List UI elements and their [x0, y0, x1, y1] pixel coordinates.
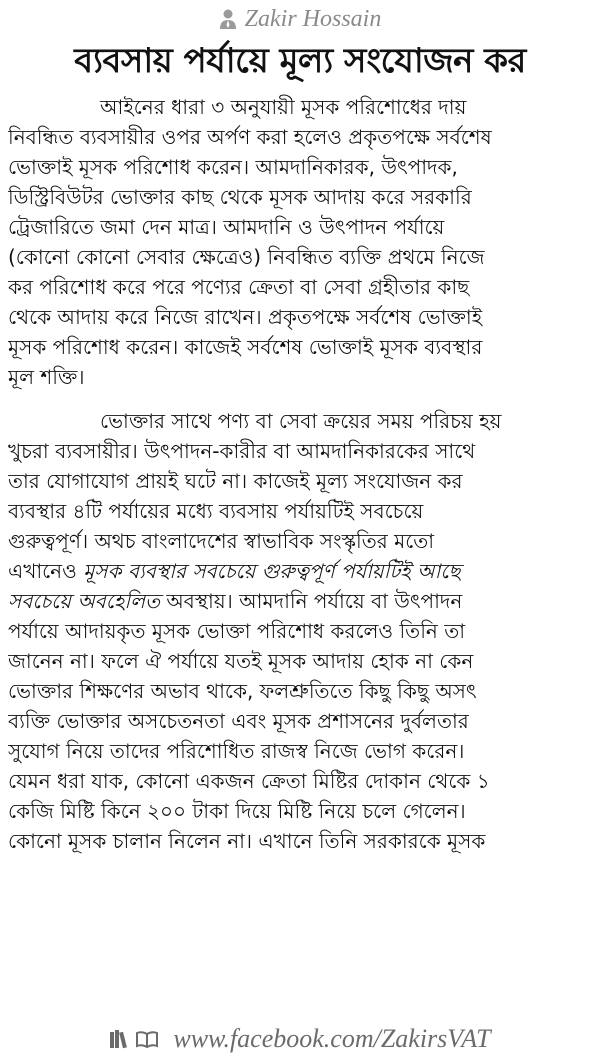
- text-line: মূল শক্তি।: [8, 365, 85, 389]
- footer-icons: [109, 1029, 163, 1049]
- text-line: কেজি মিষ্টি কিনে ২০০ টাকা দিয়ে মিষ্টি নিয়ে চলে গেলেন।: [8, 799, 466, 823]
- paragraph-2: [8, 406, 592, 856]
- text-run: অবস্থায়। আমদানি পর্যায়ে বা উৎপাদন: [159, 589, 463, 613]
- text-line: মূসক পরিশোধ করেন। কাজেই সর্বশেষ ভোক্তাই মূসক ব্যবস্থার: [8, 335, 483, 359]
- text-line: জানেন না। ফলে ঐ পর্যায়ে যতই মূসক আদায় হোক না কেন: [8, 649, 474, 673]
- text-line: ভোক্তার শিক্ষণের অভাব থাকে, ফলশ্রুতিতে কিছু কিছু অসৎ: [8, 679, 477, 703]
- author-name: Zakir Hossain: [244, 5, 382, 32]
- text-line: নিবন্ধিত ব্যবসায়ীর ওপর অর্পণ করা হলেও প্রকৃতপক্ষে সর্বশেষ: [8, 125, 492, 149]
- emphasis-text: সবচেয়ে অবহেলিত: [8, 589, 160, 613]
- text-line: ভোক্তাই মূসক পরিশোধ করেন। আমদানিকারক, উৎপাদক,: [8, 155, 458, 179]
- text-line: পর্যায়ে আদায়কৃত মূসক ভোক্তা পরিশোধ করলেও তিনি তা: [8, 619, 466, 643]
- text-line: কর পরিশোধ করে পরে পণ্যের ক্রেতা বা সেবা গ্রহীতার কাছ: [8, 275, 470, 299]
- article-body: [8, 92, 592, 856]
- footer: [0, 1022, 600, 1056]
- text-run: এখানেও: [8, 559, 84, 583]
- text-line: ভোক্তার সাথে পণ্য বা সেবা ক্রয়ের সময় পরিচয় হয়: [100, 409, 502, 433]
- paragraph-1: [8, 92, 592, 392]
- emphasis-text: মূসক ব্যবস্থার সবচেয়ে গুরুত্বপূর্ণ পর্যায়টিই আছে: [83, 559, 461, 583]
- text-line: যেমন ধরা যাক, কোনো একজন ক্রেতা মিষ্টির দোকান থেকে ১: [8, 769, 490, 793]
- text-line: খুচরা ব্যবসায়ীর। উৎপাদন-কারীর বা আমদানিকারকের সাথে: [8, 439, 476, 463]
- text-line: (কোনো কোনো সেবার ক্ষেত্রেও) নিবন্ধিত ব্যক্তি প্রথমে নিজে: [8, 245, 485, 269]
- text-line: ব্যবস্থার ৪টি পর্যায়ের মধ্যে ব্যবসায় পর্যায়টিই সবচেয়ে: [8, 499, 424, 523]
- person-icon: [219, 8, 237, 30]
- text-line: আইনের ধারা ৩ অনুযায়ী মূসক পরিশোধের দায়: [100, 95, 467, 119]
- text-line: ব্যক্তি ভোক্তার অসচেতনতা এবং মূসক প্রশাসনের দুর্বলতার: [8, 709, 469, 733]
- text-line: ট্রেজারিতে জমা দেন মাত্র। আমদানি ও উৎপাদন পর্যায়ে: [8, 215, 445, 239]
- page-title: ব্যবসায় পর্যায়ে মূল্য সংযোজন কর: [74, 41, 526, 81]
- text-line: কোনো মূসক চালান নিলেন না। এখানে তিনি সরকারকে মূসক: [8, 829, 486, 853]
- author-byline: [0, 4, 600, 34]
- text-line: সুযোগ নিয়ে তাদের পরিশোধিত রাজস্ব নিজে ভোগ করেন।: [8, 739, 465, 763]
- text-line: তার যোগাযোগ প্রায়ই ঘটে না। কাজেই মূল্য সংযোজন কর: [8, 469, 463, 493]
- books-icon: [109, 1029, 131, 1049]
- footer-url[interactable]: www.facebook.com/ZakirsVAT: [173, 1024, 491, 1053]
- text-line: [8, 556, 592, 586]
- text-line: থেকে আদায় করে নিজে রাখেন। প্রকৃতপক্ষে সর্বশেষ ভোক্তাই: [8, 305, 483, 329]
- open-book-icon: [135, 1029, 159, 1049]
- text-line: [8, 586, 592, 616]
- text-line: গুরুত্বপূর্ণ। অথচ বাংলাদেশের স্বাভাবিক সংস্কৃতির মতো: [8, 529, 435, 553]
- text-line: ডিস্ট্রিবিউটর ভোক্তার কাছ থেকে মূসক আদায় করে সরকারি: [8, 185, 472, 209]
